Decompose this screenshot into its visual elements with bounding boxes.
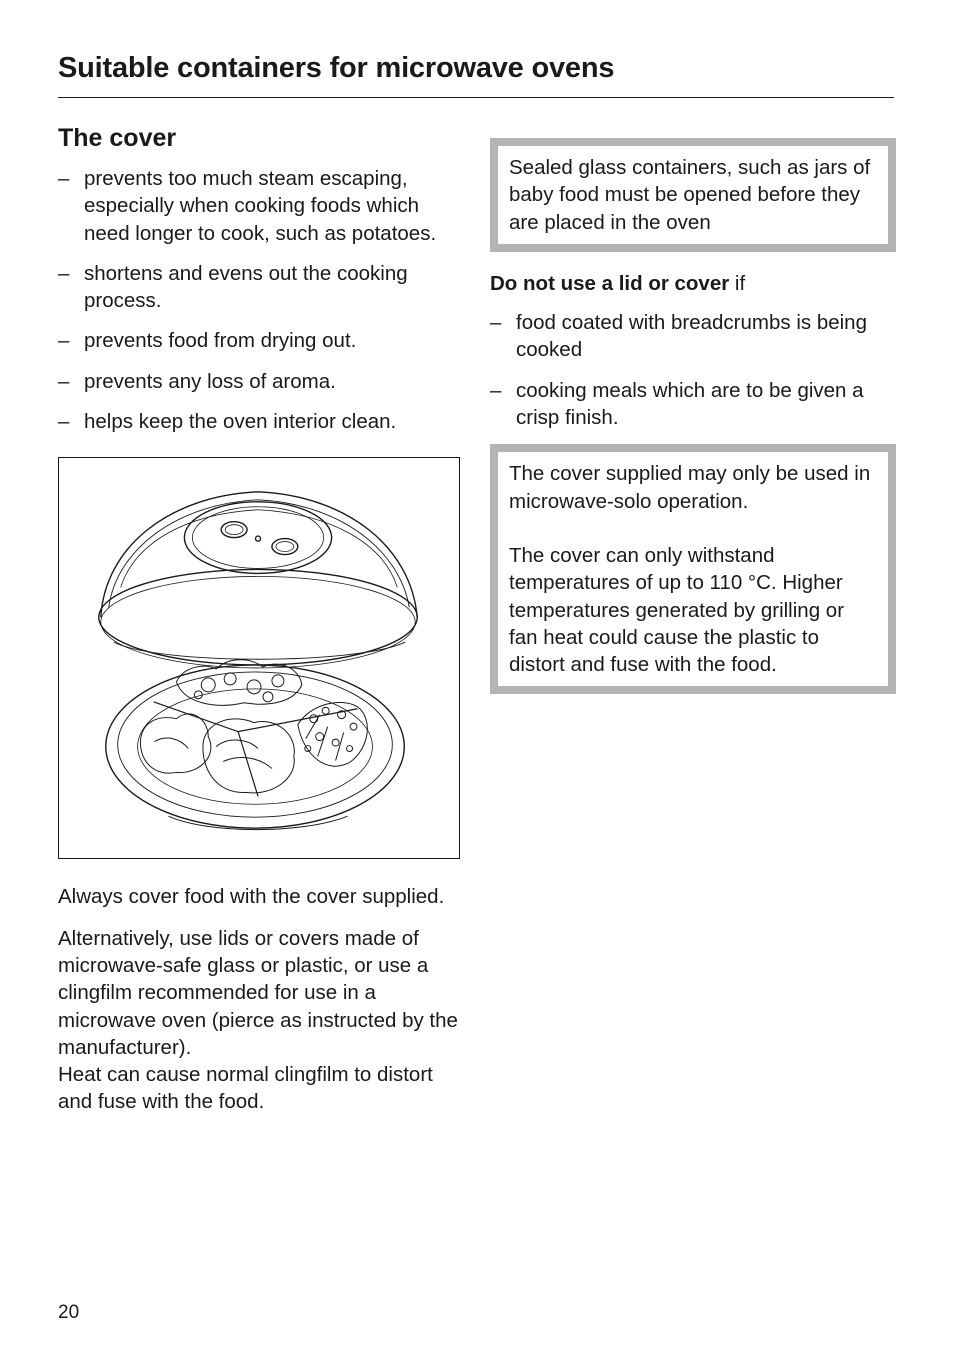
clingfilm-warning: Heat can cause normal clingfilm to distort and fuse with the food. bbox=[58, 1063, 433, 1114]
list-item-text: prevents too much steam escaping, especially when cooking foods which need longer to cook, such as potatoes. bbox=[84, 167, 437, 245]
alternative-paragraph: Alternatively, use lids or covers made of microwave-safe glass or plastic, or use a clingfilm recommended for use in a microwave oven (pierce as instructed by the manufacturer). bbox=[58, 926, 458, 1059]
food-drawing bbox=[140, 660, 367, 793]
lid-restriction-bold: Do not use a lid or cover bbox=[490, 271, 730, 295]
list-item bbox=[58, 368, 466, 395]
list-item-text: prevents any loss of aroma. bbox=[84, 369, 336, 393]
lid-restriction-suffix: if bbox=[729, 271, 746, 295]
list-item bbox=[58, 408, 466, 435]
warning-box-sealed-containers bbox=[490, 138, 896, 252]
page-title: Suitable containers for microwave ovens bbox=[58, 52, 894, 98]
dash-bullet: – bbox=[58, 329, 70, 353]
right-column bbox=[490, 138, 896, 694]
page-number: 20 bbox=[58, 1302, 80, 1323]
list-item-text: helps keep the oven interior clean. bbox=[84, 410, 397, 434]
list-item bbox=[58, 260, 466, 315]
section-heading: The cover bbox=[58, 124, 177, 152]
warning-text: The cover supplied may only be used in microwave-solo operation. bbox=[509, 462, 871, 513]
dash-bullet: – bbox=[490, 378, 502, 402]
dash-bullet: – bbox=[58, 261, 70, 285]
dash-bullet: – bbox=[490, 311, 502, 335]
list-item-text: cooking meals which are to be given a crisp finish. bbox=[516, 378, 864, 430]
plate-drawing bbox=[106, 665, 405, 830]
dash-bullet: – bbox=[58, 410, 70, 434]
list-item bbox=[58, 327, 466, 354]
list-item bbox=[490, 309, 896, 364]
lid-drawing bbox=[99, 492, 417, 668]
list-item bbox=[490, 377, 896, 432]
list-item bbox=[58, 165, 466, 247]
lid-restriction-heading bbox=[490, 270, 896, 297]
left-column bbox=[58, 124, 466, 1130]
warning-box-cover-temperature bbox=[490, 444, 896, 694]
instruction-paragraph: Always cover food with the cover supplied. bbox=[58, 885, 445, 909]
list-item-text: food coated with breadcrumbs is being cooked bbox=[516, 311, 867, 362]
cover-benefits-list bbox=[58, 165, 466, 435]
warning-text: Sealed glass containers, such as jars of baby food must be opened before they are placed in the oven bbox=[509, 156, 871, 234]
dash-bullet: – bbox=[58, 369, 70, 393]
list-item-text: prevents food from drying out. bbox=[84, 329, 357, 353]
warning-text: The cover can only withstand temperatures of up to 110 °C. Higher temperatures generated by grilling or fan heat could cause the plastic to distort and fuse with the food. bbox=[509, 543, 845, 677]
list-item-text: shortens and evens out the cooking process. bbox=[84, 261, 408, 313]
cover-illustration-frame bbox=[58, 457, 460, 859]
lid-restriction-list bbox=[490, 309, 896, 431]
covered-plate-illustration bbox=[59, 458, 459, 858]
dash-bullet: – bbox=[58, 167, 70, 190]
